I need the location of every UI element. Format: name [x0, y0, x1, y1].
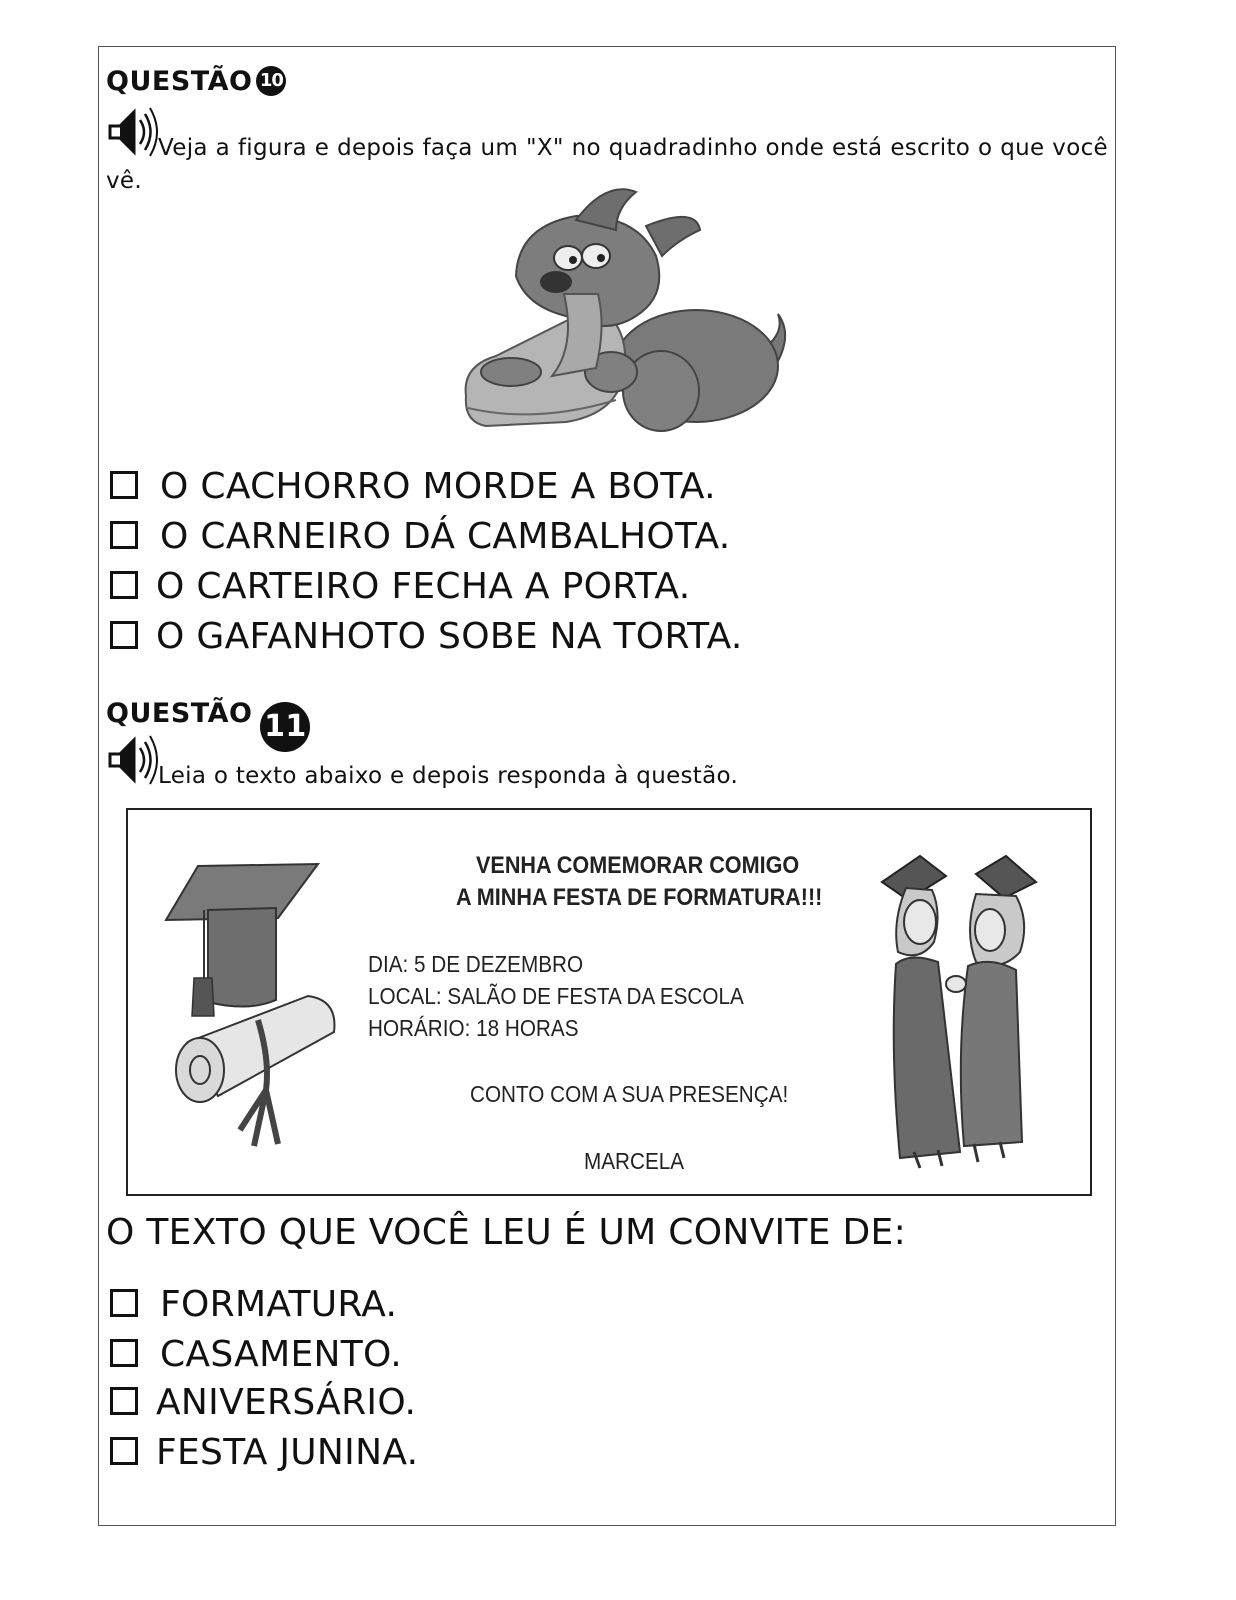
invite-heading-line2: A MINHA FESTA DE FORMATURA!!! [456, 884, 823, 911]
question-11-option-4[interactable] [110, 1432, 418, 1473]
invite-signature: MARCELA [584, 1148, 685, 1174]
speaker-icon [106, 732, 158, 786]
diploma-scroll-icon [176, 996, 334, 1146]
checkbox[interactable] [110, 1387, 138, 1415]
question-10-header [106, 66, 286, 97]
question-10-option-1[interactable] [110, 466, 716, 507]
checkbox[interactable] [110, 1289, 138, 1317]
question-11-instruction: Leia o texto abaixo e depois responda à questão. [158, 763, 739, 789]
question-10-number: 10 [256, 66, 286, 96]
question-10-option-3[interactable] [110, 566, 690, 607]
checkbox[interactable] [110, 1339, 138, 1367]
checkbox[interactable] [110, 521, 138, 549]
option-label: FESTA JUNINA. [156, 1432, 419, 1473]
option-label: O GAFANHOTO SOBE NA TORTA. [156, 616, 743, 657]
checkbox[interactable] [110, 571, 138, 599]
question-11-option-2[interactable] [110, 1334, 402, 1375]
invite-heading-line1: VENHA COMEMORAR COMIGO [476, 852, 800, 879]
question-11-option-3[interactable] [110, 1382, 416, 1423]
question-10-title: QUESTÃO [106, 66, 253, 97]
option-label: ANIVERSÁRIO. [156, 1382, 417, 1423]
checkbox[interactable] [110, 471, 138, 499]
question-11-option-1[interactable] [110, 1284, 397, 1325]
question-11-number: 11 [260, 702, 310, 752]
graduation-cap-icon [158, 860, 348, 1160]
option-label: FORMATURA. [160, 1284, 398, 1325]
question-10-option-4[interactable] [110, 616, 743, 657]
invite-place: LOCAL: SALÃO DE FESTA DA ESCOLA [368, 983, 744, 1009]
invite-closing: CONTO COM A SUA PRESENÇA! [470, 1081, 789, 1107]
checkbox[interactable] [110, 621, 138, 649]
question-11-title: QUESTÃO [106, 698, 253, 729]
question-10-option-2[interactable] [110, 516, 731, 557]
invite-day: DIA: 5 DE DEZEMBRO [368, 951, 584, 977]
option-label: O CACHORRO MORDE A BOTA. [160, 466, 716, 507]
question-10-instruction: Veja a figura e depois faça um "X" no quadradinho onde está escrito o que você vê. [106, 135, 1108, 194]
option-label: O CARNEIRO DÁ CAMBALHOTA. [160, 516, 731, 557]
question-11-prompt: O TEXTO QUE VOCÊ LEU É UM CONVITE DE: [106, 1212, 907, 1253]
graduates-illustration [880, 852, 1040, 1172]
dog-chewing-boot-illustration [456, 186, 800, 438]
invite-time: HORÁRIO: 18 HORAS [368, 1015, 579, 1041]
option-label: O CARTEIRO FECHA A PORTA. [156, 566, 691, 607]
checkbox[interactable] [110, 1437, 138, 1465]
option-label: CASAMENTO. [160, 1334, 402, 1375]
